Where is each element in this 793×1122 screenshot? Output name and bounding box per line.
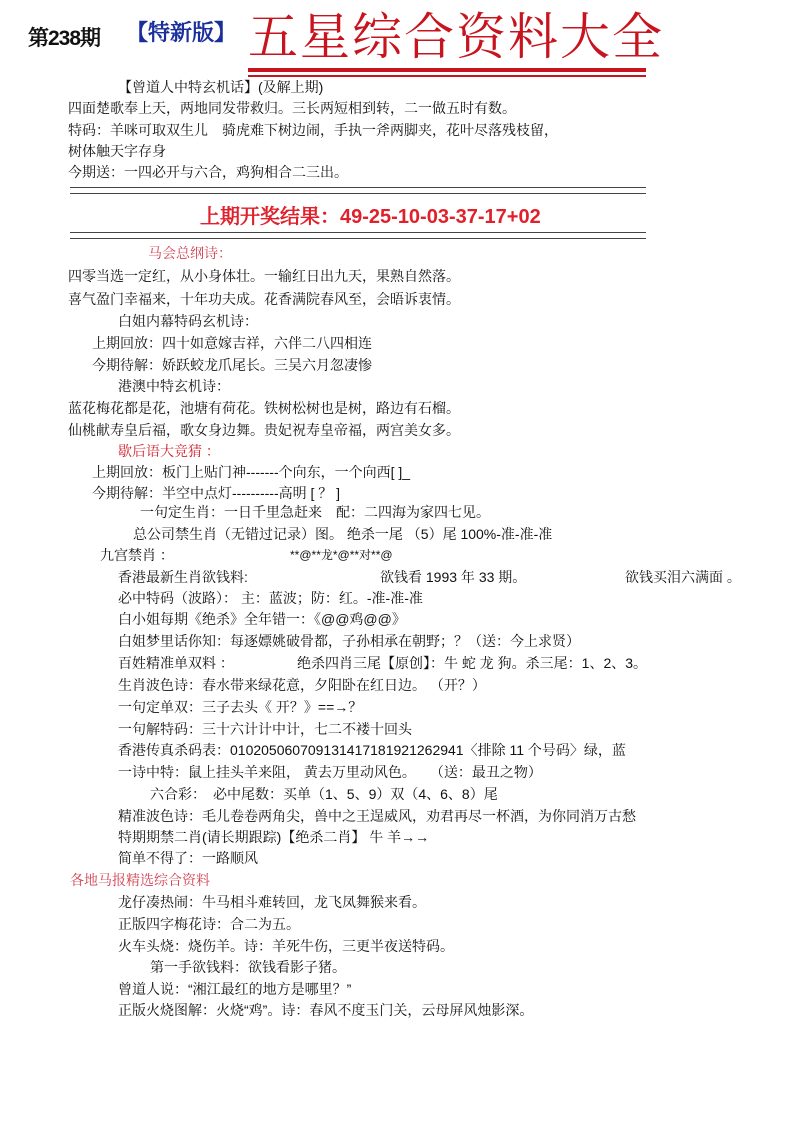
text-line: 精准波色诗：毛儿卷卷两角尖，兽中之王逞威风，劝君再尽一杯酒，为你同消万古愁 [118, 808, 636, 824]
text-line: 必中特码（波路）： 主：蓝波；防：红。-准-准-准 [118, 590, 423, 606]
text-line: 正版四字梅花诗：合二为五。 [118, 916, 300, 932]
text-line: 今期待解：娇跃蛟龙爪尾长。三吴六月忽凄惨 [92, 357, 372, 373]
section-heading: 各地马报精选综合资料 [70, 872, 210, 888]
title-underline [248, 68, 646, 72]
text-line: 龙仔凑热闹：牛马相斗难转回，龙飞凤舞猴来看。 [118, 894, 426, 910]
text-line: 今期待解：半空中点灯----------高明 [ ？ ] [92, 485, 341, 501]
riddle-line: 特码：羊咪可取双生儿 骑虎难下树边闹，手执一斧两脚夹，花叶尽落残枝留， [68, 122, 558, 138]
text-line: 九宫禁肖 ： [100, 547, 174, 563]
text-line: 欲钱买泪六满面 。 [625, 569, 741, 585]
text-line: 正版火烧图解：火烧“鸡”。诗：春风不度玉门关，云母屏风烛影深。 [118, 1002, 534, 1018]
issue-number: 第238期 [28, 27, 101, 50]
text-line: 上期回放：板门上贴门神-------个向东，一个向西[ ]_ [92, 464, 411, 480]
text-line: 百姓精准单双料 ： [118, 655, 234, 671]
edition-label: 【特新版】 [126, 20, 237, 45]
separator-line [70, 187, 646, 194]
text-line: 火车头烧：烧伤羊。诗：羊死牛伤，三更半夜送特码。 [118, 938, 454, 954]
text-line: 生肖波色诗：春水带来绿花意，夕阳卧在红日边。 （开？） [118, 677, 486, 693]
poem-line: 蓝花梅花都是花，池塘有荷花。铁树松树也是树，路边有石榴。 [68, 400, 460, 416]
text-line: 六合彩： 必中尾数：买单（1、5、9）双（4、6、8）尾 [150, 786, 498, 802]
result-label: 上期开奖结果： [200, 206, 340, 228]
text-line: 简单不得了：一路顺风 [118, 850, 258, 866]
text-line: 白姐梦里话你知：每逐嫖姚破骨都，子孙相承在朝野；？（送：今上求贤） [118, 633, 580, 649]
section-heading: 港澳中特玄机诗： [118, 378, 230, 394]
section-heading: 白姐内幕特码玄机诗： [118, 313, 258, 329]
riddle-line: 树体触天字存身 [68, 143, 166, 159]
riddle-line: 四面楚歌奉上天，两地同发带救归。三长两短相到转，二一做五时有数。 [68, 100, 516, 116]
text-line: 一句定单双：三子去头《 开？》==→？ [118, 699, 363, 715]
poem-line: 仙桃献寿皇后福，歌女身边舞。贵妃祝寿皇帝福，两宫美女多。 [68, 422, 460, 438]
text-line: 绝杀四肖三尾【原创】：牛 蛇 龙 狗。杀三尾：1、2、3。 [297, 655, 648, 671]
text-line: 一诗中特：鼠上挂头羊来阻， 黄去万里动风色。 （送：最丑之物） [118, 764, 542, 780]
page-title: 五星综合资料大全 [248, 9, 664, 65]
riddle-line: 今期送：一四必开与六合，鸡狗相合二三出。 [68, 164, 348, 180]
text-line: **@**龙*@**对**@ [290, 548, 393, 562]
text-line: 白小姐每期《绝杀》全年错一：《@@鸡@@》 [118, 611, 406, 627]
poem-line: 四零当选一定红，从小身体壮。一输红日出九天，果熟自然落。 [68, 268, 460, 284]
text-line: 特期期禁二肖(请长期跟踪)【绝杀二肖】 牛 羊→→ [118, 829, 430, 845]
result-numbers: 49-25-10-03-37-17+02 [340, 206, 541, 228]
text-line: 香港传真杀码表：0102050607091314171819212629​41〈排除 11 个号码〉绿，蓝 [118, 742, 626, 758]
text-line: 总公司禁生肖（无错过记录）图。 绝杀一尾 （5）尾 100%-准-准-准 [133, 526, 553, 542]
text-line: 一句定生肖：一日千里急赶来 配：二四海为家四七见。 [140, 504, 490, 520]
text-line: 香港最新生肖欲钱料: [118, 569, 248, 585]
text-line: 欲钱看 1993 年 33 期。 [380, 569, 527, 585]
poem-line: 喜气盈门幸福来，十年功夫成。花香满院春风至，会晤诉衷情。 [68, 291, 460, 307]
previous-result [200, 200, 541, 229]
section-heading: 马会总纲诗： [148, 245, 232, 261]
text-line: 一句解特码：三十六计计中计，七二不褛十回头 [118, 721, 412, 737]
riddle-heading: 【曾道人中特玄机话】(及解上期) [118, 79, 324, 95]
text-line: 第一手欲钱料：欲钱看影子猪。 [150, 959, 346, 975]
separator-line [70, 232, 646, 239]
text-line: 上期回放：四十如意嫁吉祥，六伴二八四相连 [92, 335, 372, 351]
title-underline-thin [248, 75, 646, 77]
text-line: 曾道人说：“湘江最红的地方是哪里？” [118, 981, 352, 997]
section-heading: 歇后语大竞猜 ： [118, 443, 220, 459]
